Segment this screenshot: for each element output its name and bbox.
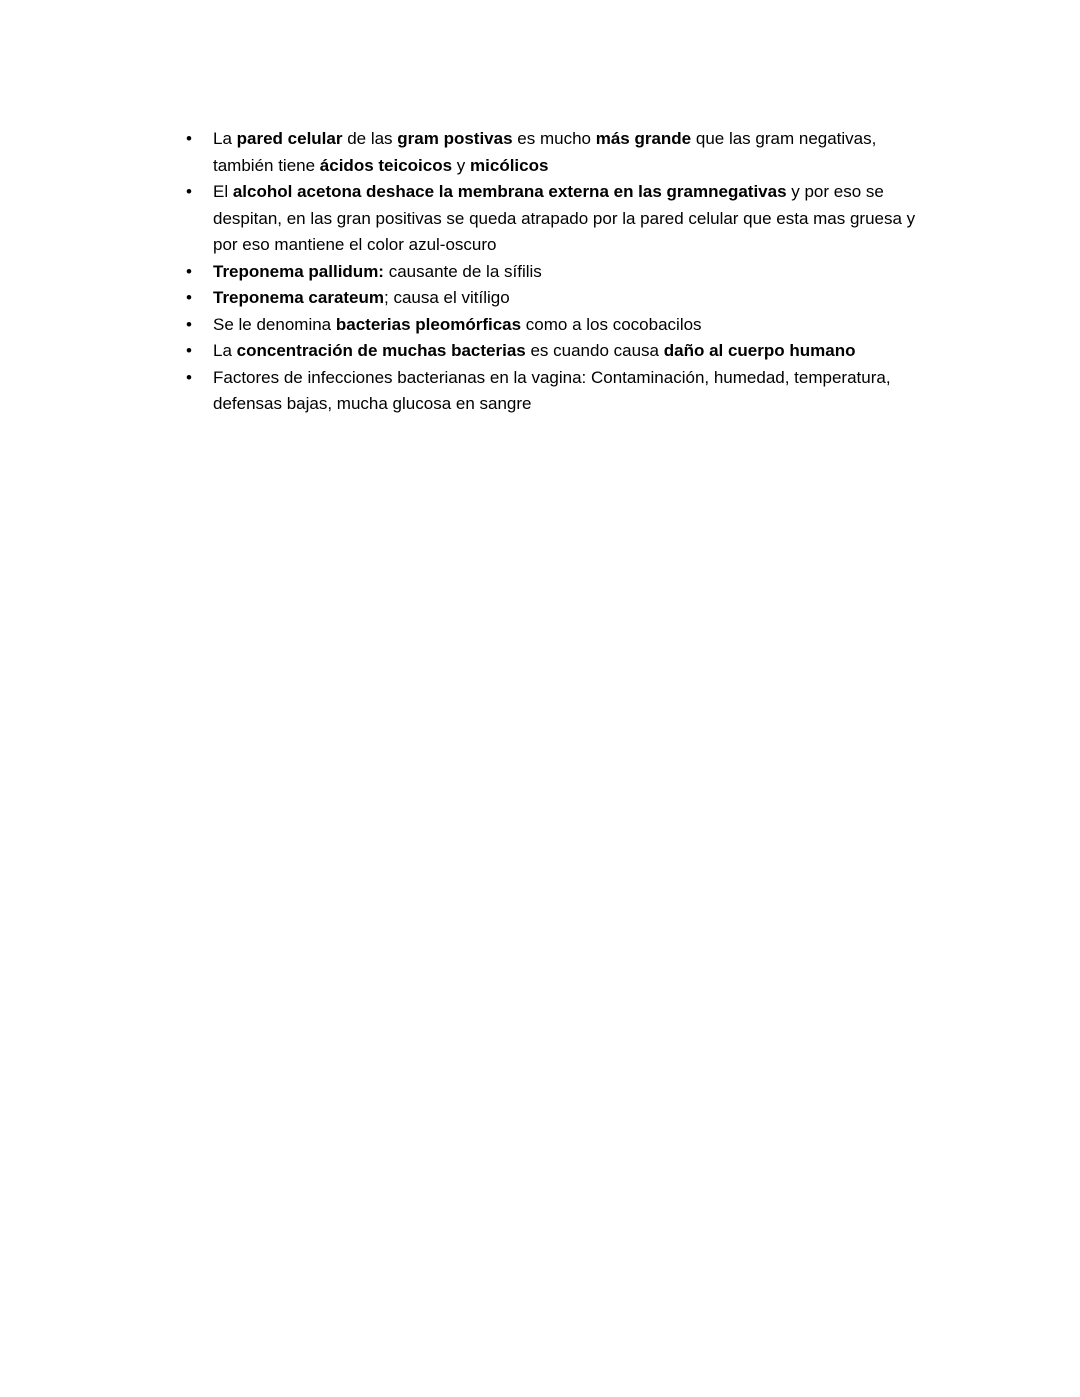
text-segment: causante de la sífilis [383, 261, 542, 281]
bold-text-segment: Treponema carateum [213, 288, 385, 307]
text-segment: es mucho [512, 129, 596, 148]
text-segment: Factores de infecciones bacterianas en la vagina: Contaminación, humedad, temperatura, defensas bajas, mucha glucosa en sangre [213, 367, 891, 413]
bold-text-segment: concentración de muchas bacterias [236, 341, 526, 360]
bold-text-segment: bacterias pleomórficas [335, 314, 522, 334]
list-item [213, 365, 923, 418]
text-segment: El [213, 182, 233, 201]
bullet-list [213, 126, 923, 418]
text-segment: y [452, 155, 471, 175]
bold-text-segment: daño al cuerpo humano [663, 341, 856, 360]
bold-text-segment: pared celular [236, 129, 343, 148]
text-segment: La [213, 129, 237, 148]
list-item [213, 179, 923, 259]
text-segment: como a los cocobacilos [521, 314, 702, 334]
text-segment: La [213, 341, 237, 360]
text-segment: que las gram negativas, también tiene [213, 129, 877, 175]
bold-text-segment: gram postivas [397, 129, 513, 148]
list-item [213, 285, 923, 312]
list-item [213, 312, 923, 339]
list-item [213, 126, 923, 179]
text-segment: de las [342, 129, 398, 148]
bold-text-segment: Treponema pallidum: [213, 261, 384, 281]
bold-text-segment: alcohol acetona deshace la membrana externa en las gramnegativas [232, 182, 787, 201]
text-segment: ; causa el vitíligo [384, 288, 510, 307]
bold-text-segment: más grande [595, 129, 692, 148]
bold-text-segment: micólicos [470, 155, 549, 175]
text-segment: es cuando causa [525, 341, 664, 360]
text-segment: y por eso se despitan, en las gran positivas se queda atrapado por la pared celular que esta mas gruesa y por eso mantiene el color azul-oscuro [213, 182, 916, 254]
bold-text-segment: ácidos teicoicos [319, 155, 453, 175]
text-segment: Se le denomina [213, 314, 336, 334]
list-item [213, 259, 923, 286]
list-item [213, 338, 923, 365]
